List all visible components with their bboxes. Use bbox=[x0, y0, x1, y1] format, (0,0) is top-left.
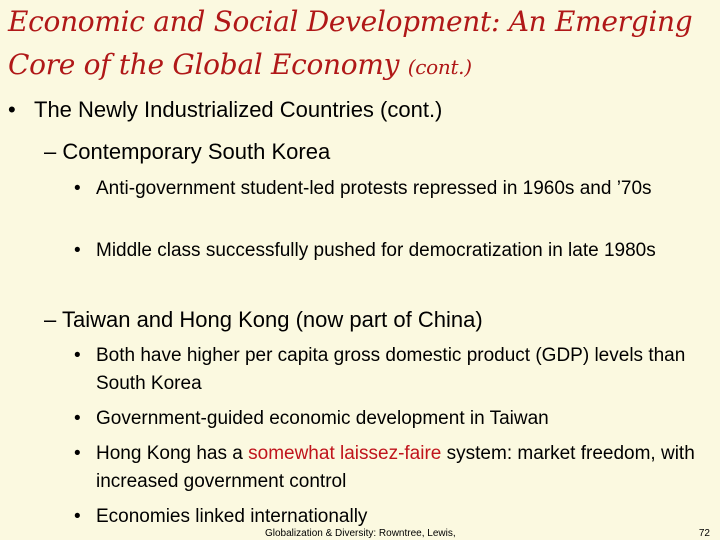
bullet-marker: • bbox=[74, 506, 81, 527]
bullet-marker: • bbox=[74, 345, 81, 366]
point-text: Middle class successfully pushed for democratization in late 1980s bbox=[96, 240, 656, 261]
hong-kong-text-after: system: market freedom, with increased government control bbox=[96, 443, 695, 492]
point-text: Economies linked internationally bbox=[96, 506, 368, 527]
point-text bbox=[96, 440, 708, 496]
bullet-text-newly-industrialized: The Newly Industrialized Countries (cont.) bbox=[34, 97, 443, 122]
highlight-laissez-faire: somewhat laissez-faire bbox=[248, 443, 442, 464]
subheading-text: Contemporary South Korea bbox=[62, 139, 331, 164]
bullet-marker: • bbox=[74, 408, 81, 429]
slide-footer: Globalization & Diversity: Rowntree, Lewis, bbox=[265, 528, 456, 539]
slide-title-suffix: (cont.) bbox=[407, 55, 472, 79]
page-number: 72 bbox=[698, 528, 710, 539]
point-text: Anti-government student-led protests repressed in 1960s and ’70s bbox=[96, 178, 652, 199]
subheading-taiwan-hong-kong bbox=[44, 305, 483, 335]
bullet-marker: • bbox=[74, 240, 81, 261]
hong-kong-text-before: Hong Kong has a bbox=[96, 443, 249, 464]
dash-marker: – bbox=[44, 139, 57, 164]
point-text: Government-guided economic development in Taiwan bbox=[96, 408, 549, 429]
point-text: Both have higher per capita gross domestic product (GDP) levels than South Korea bbox=[96, 345, 686, 394]
bullet-marker: • bbox=[8, 97, 16, 122]
bullet-marker: • bbox=[74, 443, 81, 464]
subheading-south-korea bbox=[44, 137, 330, 167]
bullet-marker: • bbox=[74, 178, 81, 199]
subheading-text: Taiwan and Hong Kong (now part of China) bbox=[61, 307, 483, 332]
dash-marker: – bbox=[44, 307, 57, 332]
slide-title-main: Economic and Social Development: An Emerging Core of the Global Economy bbox=[8, 5, 693, 81]
slide-title bbox=[8, 0, 714, 89]
